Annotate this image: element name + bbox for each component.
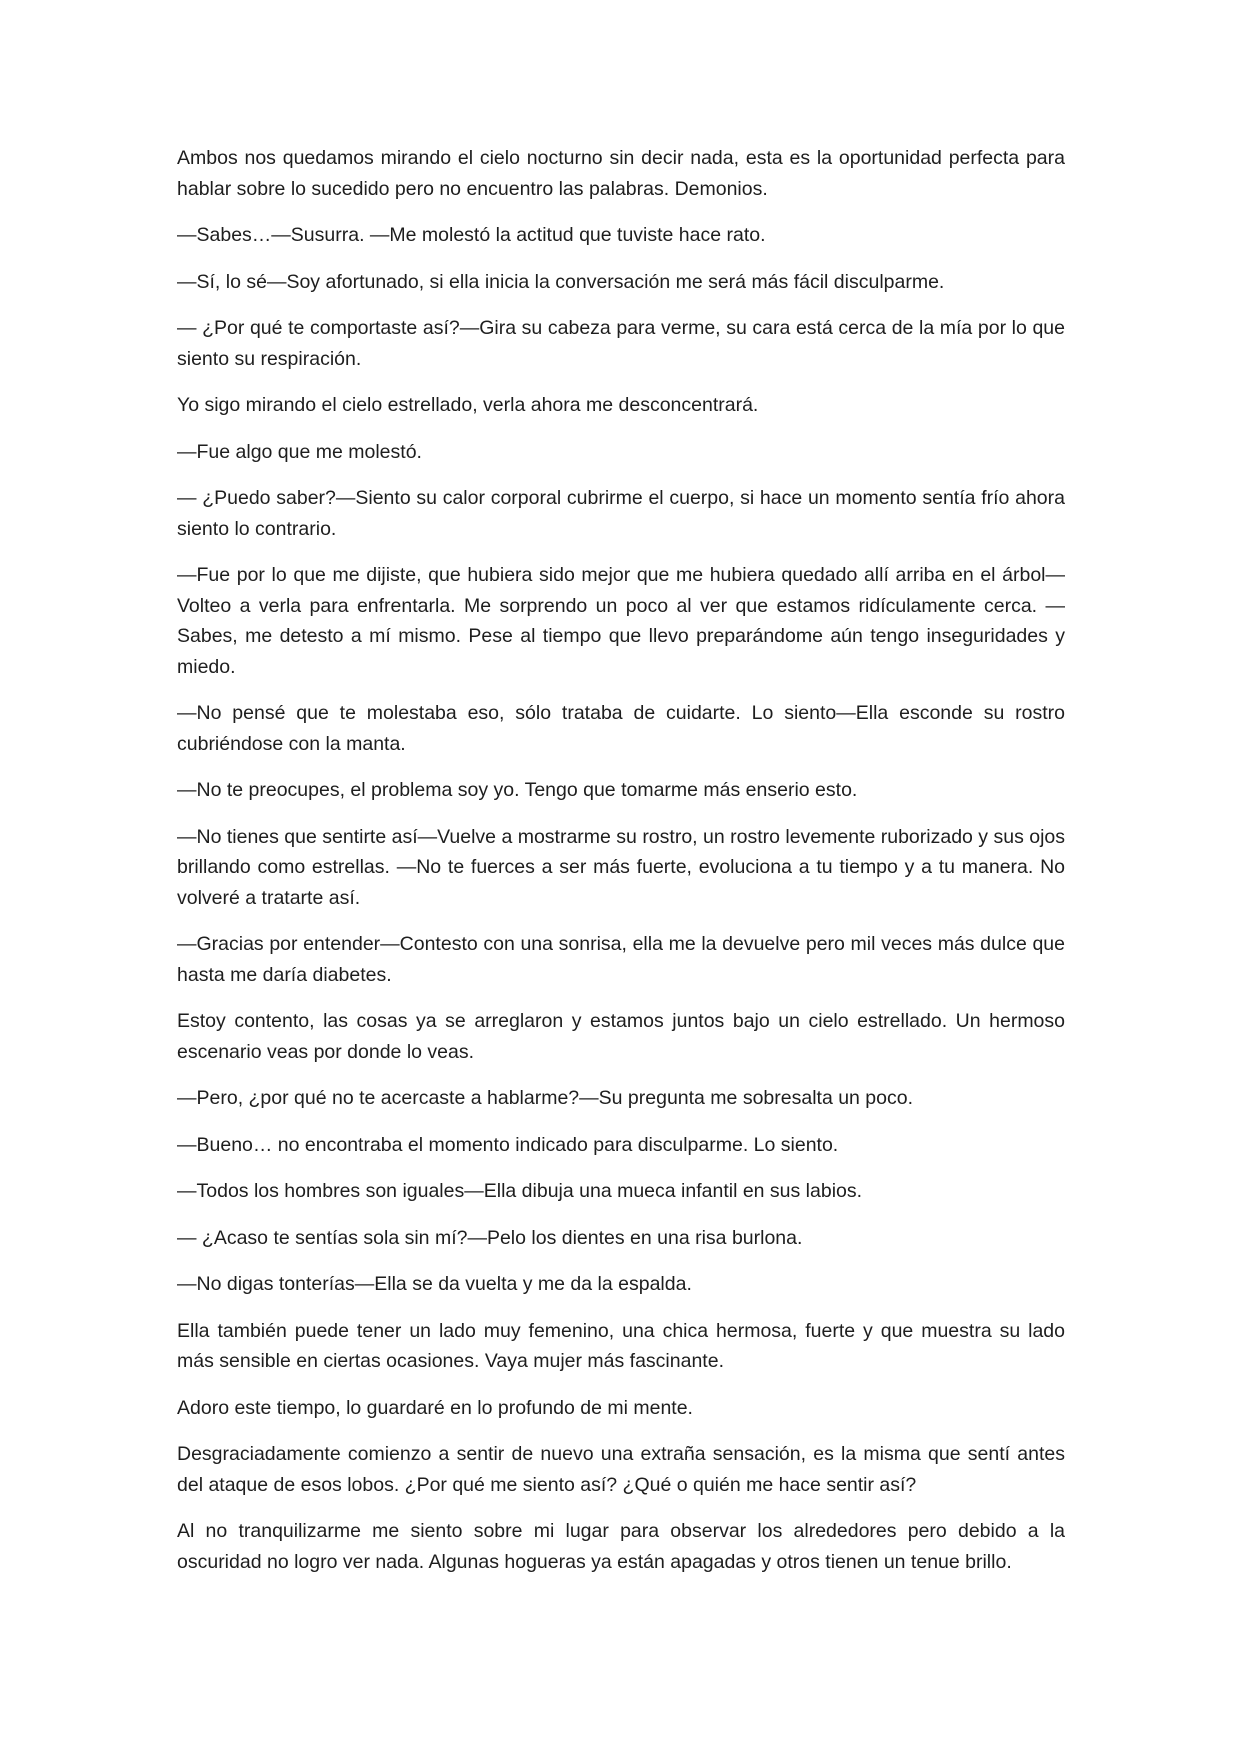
- paragraph: —Gracias por entender—Contesto con una sonrisa, ella me la devuelve pero mil veces más dulce que hasta me daría diabetes.: [177, 933, 1065, 986]
- paragraph: —No te preocupes, el problema soy yo. Tengo que tomarme más enserio esto.: [177, 779, 858, 801]
- paragraph: — ¿Por qué te comportaste así?—Gira su cabeza para verme, su cara está cerca de la mía por lo que siento su respiración.: [177, 317, 1065, 370]
- paragraph: —Bueno… no encontraba el momento indicado para disculparme. Lo siento.: [177, 1133, 839, 1156]
- paragraph: —No pensé que te molestaba eso, sólo trataba de cuidarte. Lo siento—Ella esconde su rostro cubriéndose con la manta.: [177, 702, 1065, 755]
- paragraph: Ambos nos quedamos mirando el cielo nocturno sin decir nada, esta es la oportunidad perfecta para hablar sobre lo sucedido pero no encuentro las palabras. Demonios.: [177, 147, 1065, 200]
- paragraph: —Todos los hombres son iguales—Ella dibuja una mueca infantil en sus labios.: [177, 1180, 863, 1202]
- paragraph: — ¿Puedo saber?—Siento su calor corporal cubrirme el cuerpo, si hace un momento sentía frío ahora siento lo contrario.: [177, 487, 1065, 540]
- paragraph: Desgraciadamente comienzo a sentir de nuevo una extraña sensación, es la misma que sentí antes del ataque de esos lobos. ¿Por qué me siento así? ¿Qué o quién me hace sentir así?: [177, 1443, 1065, 1496]
- paragraph: Al no tranquilizarme me siento sobre mi lugar para observar los alrededores pero debido a la oscuridad no logro ver nada. Algunas hogueras ya están apagadas y otros tienen un tenue brillo.: [177, 1520, 1065, 1573]
- paragraph: Yo sigo mirando el cielo estrellado, verla ahora me desconcentrará.: [177, 394, 759, 416]
- paragraph: —No tienes que sentirte así—Vuelve a mostrarme su rostro, un rostro levemente ruborizado y sus ojos brillando como estrellas. —No te fuerces a ser más fuerte, evoluciona a tu tiempo y a tu manera. No volveré a tratarte así.: [177, 825, 1066, 909]
- paragraph: — ¿Acaso te sentías sola sin mí?—Pelo los dientes en una risa burlona.: [177, 1226, 803, 1249]
- paragraph: Estoy contento, las cosas ya se arreglaron y estamos juntos bajo un cielo estrellado. Un hermoso escenario veas por donde lo veas.: [177, 1010, 1065, 1063]
- paragraph: Ella también puede tener un lado muy femenino, una chica hermosa, fuerte y que muestra su lado más sensible en ciertas ocasiones. Vaya mujer más fascinante.: [177, 1319, 1065, 1372]
- paragraph: —Sabes…—Susurra. —Me molestó la actitud que tuviste hace rato.: [177, 224, 766, 246]
- paragraph: —Sí, lo sé—Soy afortunado, si ella inicia la conversación me será más fácil disculparme.: [177, 270, 945, 293]
- paragraph: —No digas tonterías—Ella se da vuelta y me da la espalda.: [177, 1273, 692, 1295]
- paragraph: —Fue algo que me molestó.: [177, 440, 422, 463]
- document-page: [177, 143, 1065, 1593]
- paragraph: Adoro este tiempo, lo guardaré en lo profundo de mi mente.: [177, 1396, 693, 1419]
- paragraph: —Pero, ¿por qué no te acercaste a hablarme?—Su pregunta me sobresalta un poco.: [177, 1087, 914, 1109]
- paragraph: —Fue por lo que me dijiste, que hubiera sido mejor que me hubiera quedado allí arriba en el árbol—Volteo a verla para enfrentarla. Me sorprendo un poco al ver que estamos ridículamente cerca. —Sabes, me detesto a mí mismo. Pese al tiempo que llevo preparándome aún tengo inseguridades y miedo.: [177, 564, 1065, 678]
